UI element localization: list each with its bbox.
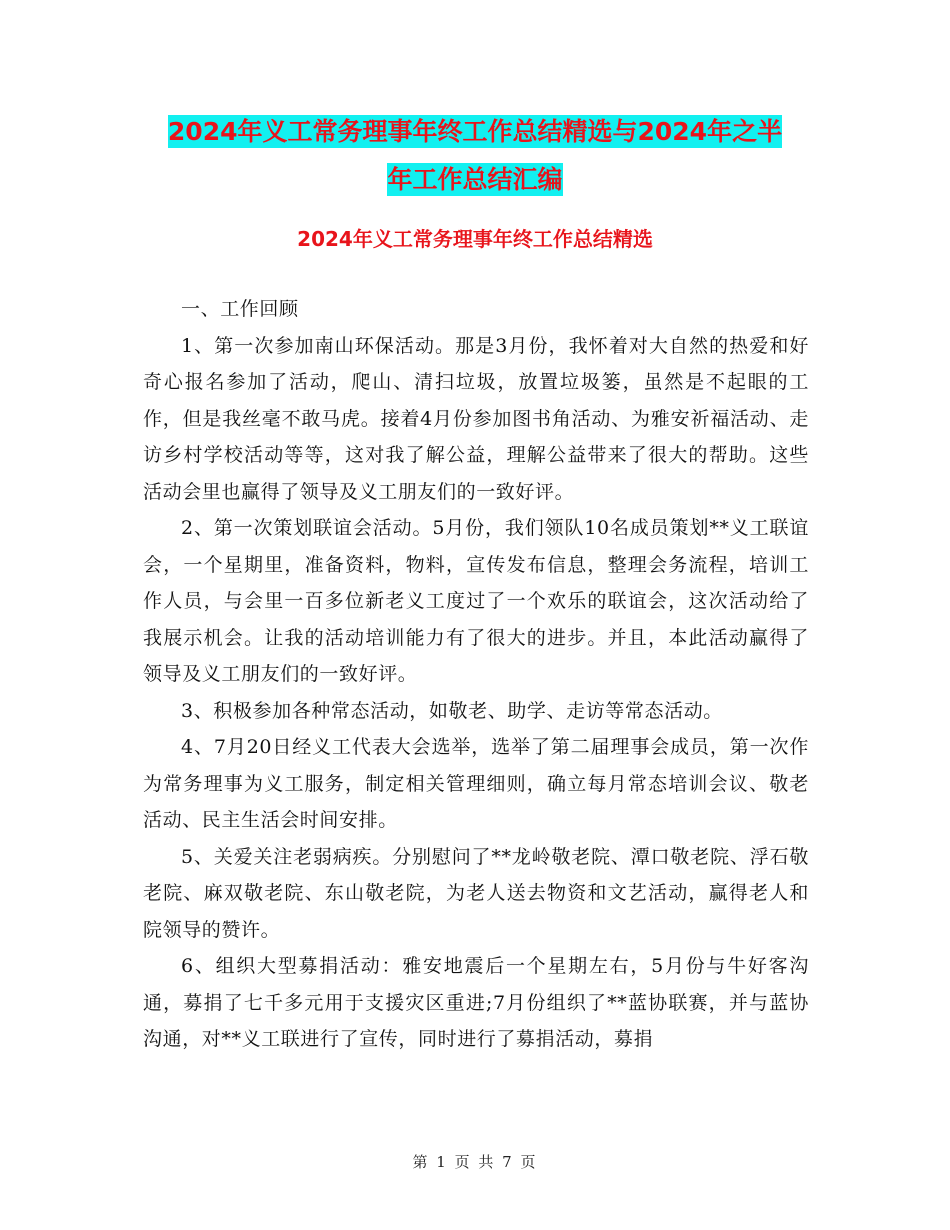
paragraph-2: 2、第一次策划联谊会活动。5月份，我们领队10名成员策划**义工联谊会，一个星期里，准备资料，物料，宣传发布信息，整理会务流程，培训工作人员，与会里一百多位新老义工度过了一个欢乐的联谊会，这次活动给了我展示机会。让我的活动培训能力有了很大的进步。并且，本此活动赢得了领导及义工朋友们的一致好评。	[143, 517, 809, 685]
document-title-line-2: 年工作总结汇编	[387, 165, 563, 194]
page-number: 第 1 页 共 7 页	[412, 1153, 538, 1171]
paragraph-6: 6、组织大型募捐活动：雅安地震后一个星期左右，5月份与牛好客沟通，募捐了七千多元用于支援灾区重进;7月份组织了**蓝协联赛，并与蓝协沟通，对**义工联进行了宣传，同时进行了募捐活动，募捐	[143, 955, 809, 1050]
paragraph-1: 1、第一次参加南山环保活动。那是3月份，我怀着对大自然的热爱和好奇心报名参加了活动，爬山、清扫垃圾，放置垃圾篓，虽然是不起眼的工作，但是我丝毫不敢马虎。接着4月份参加图书角活动、为雅安祈福活动、走访乡村学校活动等等，这对我了解公益，理解公益带来了很大的帮助。这些活动会里也赢得了领导及义工朋友们的一致好评。	[143, 334, 809, 503]
document-title-line-1: 2024年义工常务理事年终工作总结精选与2024年之半	[167, 117, 783, 146]
paragraph-heading: 一、工作回顾	[181, 298, 299, 320]
paragraph-3: 3、积极参加各种常态活动，如敬老、助学、走访等常态活动。	[181, 699, 723, 722]
document-body	[143, 291, 809, 1058]
section-title: 2024年义工常务理事年终工作总结精选	[297, 227, 653, 251]
paragraph-5: 5、关爱关注老弱病疾。分别慰问了**龙岭敬老院、潭口敬老院、浮石敬老院、麻双敬老院、东山敬老院，为老人送去物资和文艺活动，赢得老人和院领导的赞许。	[143, 845, 809, 941]
paragraph-4: 4、7月20日经义工代表大会选举，选举了第二届理事会成员，第一次作为常务理事为义工服务，制定相关管理细则，确立每月常态培训会议、敬老活动、民主生活会时间安排。	[143, 736, 809, 831]
document-title	[0, 108, 950, 204]
page-footer	[0, 1152, 950, 1172]
